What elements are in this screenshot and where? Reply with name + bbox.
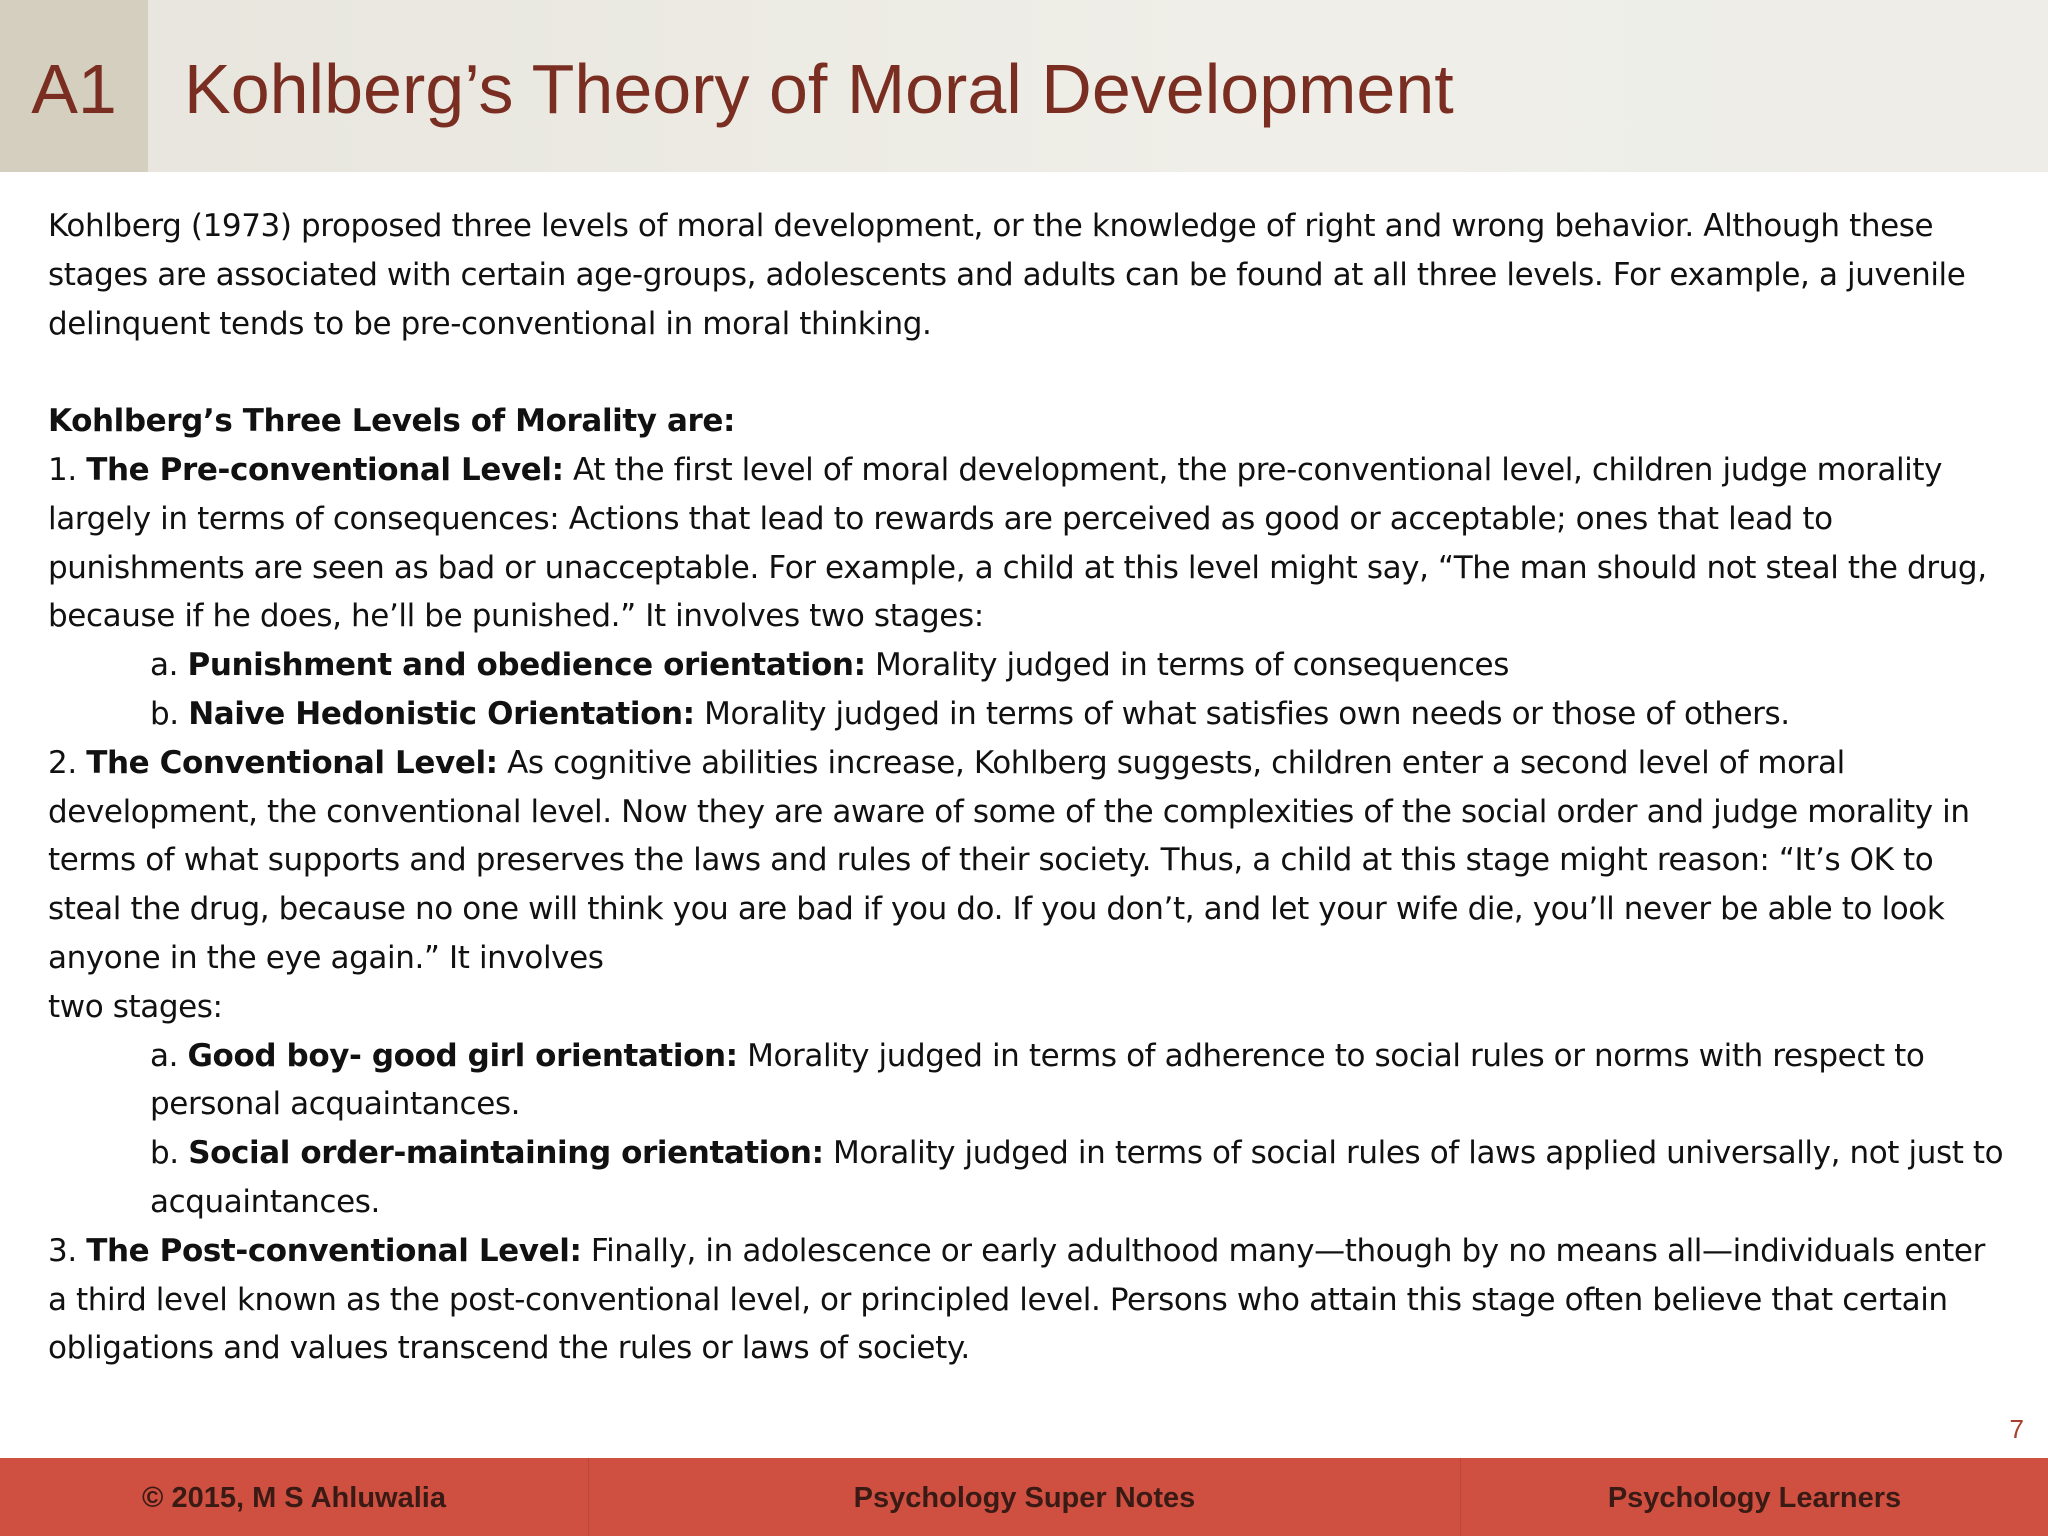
footer-right: Psychology Learners <box>1607 1482 1902 1514</box>
level-1-paragraph: 1. The Pre-conventional Level: At the first level of moral development, the pre-conventional level, children judge morality largely in terms of consequences: Actions that lead to rewards are perceived as good or acceptable; ones that lead to punishments are seen as bad or unacceptable. For example, a child at this level might say, “The man should not steal the drug, because if he does, he’ll be punished.” It involves two stages: <box>48 451 1987 635</box>
slide-body <box>48 202 2008 1373</box>
level-2-stage-b: b. Social order-maintaining orientation: Morality judged in terms of social rules of laws applied universally, not just to acquaintances. <box>150 1135 2004 1220</box>
level-2-stage-a: a. Good boy- good girl orientation: Morality judged in terms of adherence to social rules or norms with respect to personal acquaintances. <box>150 1037 1925 1123</box>
level-3-paragraph: 3. The Post-conventional Level: Finally, in adolescence or early adulthood many—though by no means all—individuals enter a third level known as the post-conventional level, or principled level. Persons who attain this stage often believe that certain obligations and values transcend the rules or laws of society. <box>48 1232 1985 1367</box>
footer-copyright: © 2015, M S Ahluwalia <box>0 1458 589 1536</box>
level-2-name: The Conventional Level: <box>86 744 498 781</box>
level-1-name: The Pre-conventional Level: <box>86 451 564 488</box>
slide-header <box>0 0 2048 172</box>
intro-paragraph: Kohlberg (1973) proposed three levels of moral development, or the knowledge of right and wrong behavior. Although these stages are associated with certain age-groups, adolescents and adults can be found at all three levels. For example, a juvenile delinquent tends to be pre-conventional in moral thinking. <box>48 208 1966 342</box>
level-1-stage-b: b. Naive Hedonistic Orientation: Morality judged in terms of what satisfies own needs or those of others. <box>150 695 1790 732</box>
footer-center: Psychology Super Notes <box>589 1458 1461 1536</box>
page-number: 7 <box>2009 1414 2024 1444</box>
slide-title: Kohlberg’s Theory of Moral Development <box>184 50 1454 128</box>
slide-id: A1 <box>31 50 117 128</box>
level-3-name: The Post-conventional Level: <box>86 1232 582 1269</box>
slide-footer <box>0 1458 2048 1536</box>
spacer <box>48 348 2008 397</box>
level-1-stage-a: a. Punishment and obedience orientation: Morality judged in terms of consequences <box>150 647 1509 684</box>
level-2-paragraph: 2. The Conventional Level: As cognitive abilities increase, Kohlberg suggests, children enter a second level of moral development, the conventional level. Now they are aware of some of the complexities of the social order and judge morality in terms of what supports and preserves the laws and rules of their society. Thus, a child at this stage might reason: “It’s OK to steal the drug, because no one will think you are bad if you do. If you don’t, and let your wife die, you’ll never be able to look anyone in the eye again.” It involves <box>48 744 1970 976</box>
level-2-continuation: two stages: <box>48 988 223 1025</box>
levels-heading: Kohlberg’s Three Levels of Morality are: <box>48 403 736 440</box>
